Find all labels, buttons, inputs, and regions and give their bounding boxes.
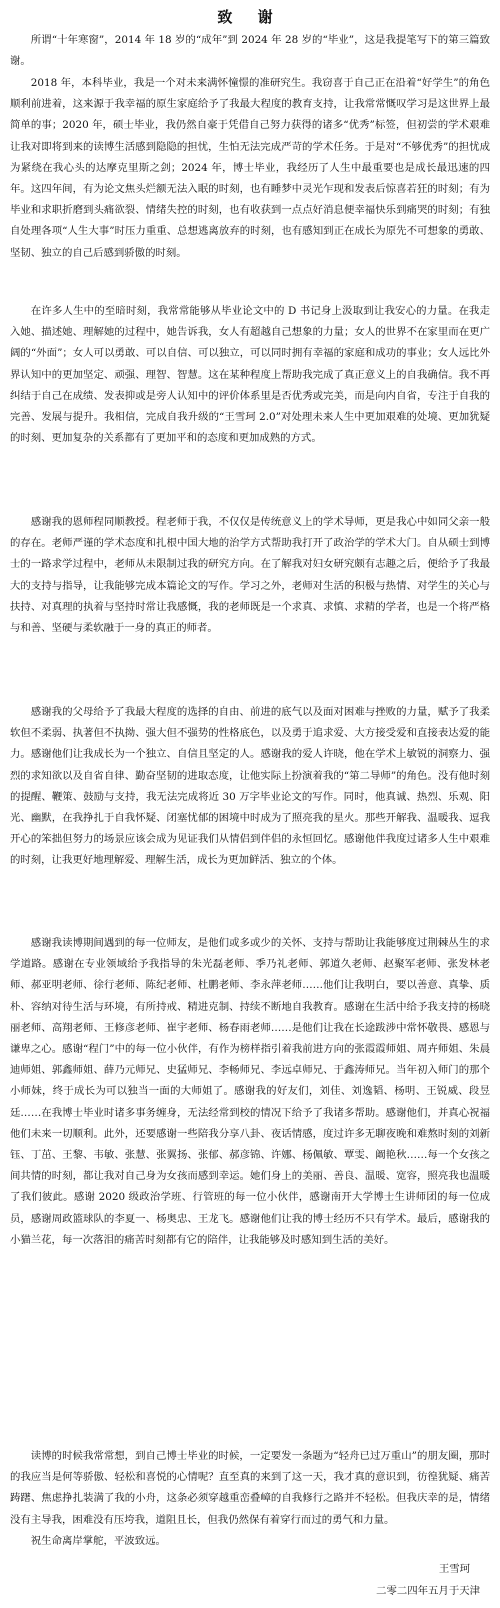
paragraph-3: 在许多人生中的至暗时刻，我常常能够从毕业论文中的 D 书记身上汲取到让我安心的力量。在我走入她、描述她、理解她的过程中，她告诉我，女人有超越自己想象的力量；女人的世界不在家里而在更广阔的“外面”；女人可以勇敢、可以自信、可以独立，可以同时拥有幸福的家庭和成功的事业；女人远比外界认知中的更加坚定、顽强、理智、智慧。这在某种程度上帮助我完成了真正意义上的自我确信。我不再纠结于自己在成绩、发表抑或是旁人认知中的评价体系里是否优秀或完美，而是向内自省，专注于自我的完善、发展与提升。我相信，完成自我升级的“王雪珂 2.0”对处理未来人生中更加艰难的处境、更加犹疑的时刻、更加复杂的关系都有了更加平和的态度和更加成熟的方式。 [10, 305, 490, 445]
paragraph-2: 2018 年，本科毕业，我是一个对未来满怀憧憬的准研究生。我窃喜于自己正在沿着“好学生”的角色顺利前进着，这来源于我幸福的原生家庭给予了我最大程度的教育支持，让我常常慨叹学习是这世界上最简单的事；2020 年，硕士毕业，我仍然自豪于凭借自己努力获得的诸多“优秀”标签，但初尝的学术艰难让我对即将到来的读博生活感到隐隐的担忧，生怕无法完成严苛的学术任务。于是对“不够优秀”的担忧成为紧绕在我心头的达摩克里斯之剑；2024 年，博士毕业，我经历了人生中最重要也是成长最迅速的四年。这四年间，有为论文焦头烂额无法入眠的时刻，也有睡梦中灵光乍现和发表后惊喜若狂的时刻；有为毕业和求职折磨到头痛欲裂、情绪失控的时刻，也有收获到一点点好消息便幸福快乐到痛哭的时刻；有独自处理各项“人生大事”时压力重重、总想逃离放弃的时刻，也有感知到正在成长为原先不可想象的勇敢、坚韧、独立的自己后感到骄傲的时刻。 [10, 77, 490, 259]
signature-date: 二零二四年五月于天津 [376, 1585, 480, 1597]
paragraph-1: 所谓“十年寒窗”，2014 年 18 岁的“成年”到 2024 年 28 岁的“毕业”，这是我提笔写下的第三篇致谢。 [10, 34, 490, 68]
paragraph-5: 感谢我的父母给予了我最大程度的选择的自由、前进的底气以及面对困难与挫败的力量，赋予了我柔软但不柔弱、执著但不执拗、强大但不强势的性格底色，以及勇于追求爱、大方接受爱和直接表达爱的能力。感谢他们让我成长为一个独立、自信且坚定的人。感谢我的爱人许晓，他在学术上敏锐的洞察力、强烈的求知欲以及自省自律、勤奋坚韧的进取态度，让他实际上扮演着我的“第二导师”的角色。没有他时刻的提醒、鞭策、鼓励与支持，我无法完成将近 30 万字毕业论文的写作。同时，他真诚、热烈、乐观、阳光、幽默，在我挣扎于自我怀疑、闭塞忧郁的困境中时成为了照亮我的星火。那些开解我、温暖我、逗我开心的笨拙但努力的场景应该会成为见证我们从情侣到伴侣的永恒回忆。感谢他伴我度过诸多人生中艰难的时刻，让我更好地理解爱、理解生活，成长为更加鲜活、独立的个体。 [10, 706, 490, 867]
signature-name: 王雪珂 [438, 1563, 470, 1575]
paragraph-4: 感谢我的恩师程同顺教授。程老师于我，不仅仅是传统意义上的学术导师，更是我心中如同父亲一般的存在。老师严谨的学术态度和扎根中国大地的治学方式帮助我打开了政治学的学术大门。自从硕士到博士的一路求学过程中，老师从未限制过我的研究方向。在了解我对妇女研究颇有志趣之后，便给予了我最大的支持与指导，让我能够完成本篇论文的写作。学习之外，老师对生活的积极与热情、对学生的关心与扶持、对真理的执着与坚持时常让我感慨，我的老师既是一个求真、求慎、求精的学者，也是一个将严格与和善、坚硬与柔软融于一身的真正的师者。 [10, 516, 490, 635]
page-title: 致 谢 [217, 8, 283, 26]
paragraph-6: 感谢我读博期间遇到的每一位师友，是他们或多或少的关怀、支持与帮助让我能够度过荆棘丛生的求学道路。感谢在专业领域给予我指导的朱光磊老师、季乃礼老师、郭道久老师、赵聚军老师、张发林老师、郝亚明老师、徐行老师、陈纪老师、杜鹏老师、李永萍老师……他们让我明白，要以善意、真挚、质朴、容纳对待生活与环境，有所持戒、精进克制、持续不断地自我教育。感谢在生活中给予我支持的杨晓丽老师、高翔老师、王修彦老师、崔宇老师、杨春雨老师……是他们让我在长途跋涉中常怀敬畏、感恩与谦卑之心。感谢“程门”中的每一位小伙伴，有作为榜样指引着我前进方向的张霞霞师姐、周卉师姐、朱晨迪师姐、郭鑫师姐、薛乃元师兄、史猛师兄、李畅师兄、李远卓师兄、于鑫涛师兄。当年初入师门的那个小师妹，终于成长为可以独当一面的大师姐了。感谢我的好友们，刘佳、刘逸韬、杨明、王锐威、段昱廷……在我博士毕业时诸多事务缠身，无法经常到校的情况下给予了我诸多帮助。感谢他们，并真心祝福他们未来一切顺利。此外，还要感谢一些陪我分享八卦、夜话情感，度过许多无聊夜晚和难熬时刻的刘新钰、丁茁、王黎、韦敏、张慧、张翼扬、张郁、郝彦锦、许娜、杨佩敏、覃雯、阚艳秋……每一个女孩之间共情的时刻，都让我对自己身为女孩而感到幸运。她们身上的美丽、善良、温暖、宽容，照亮我也温暖了我们彼此。感谢 2020 级政治学班、行管班的每一位小伙伴，感谢南开大学博士生讲师团的每一位成员，感谢周政篮球队的李夏一、杨奥忠、王龙飞。感谢他们让我的博士经历不只有学术。最后，感谢我的小猫兰花，每一次落泪的痛苦时刻都有它的陪伴，让我能够及时感知到生活的美好。 [10, 937, 490, 1246]
paragraph-8: 祝生命离岸掌舵，平波致远。 [30, 1535, 166, 1547]
paragraph-7: 读博的时候我常常想，到自己博士毕业的时候，一定要发一条题为“轻舟已过万重山”的朋友圈，那时的我应当是何等骄傲、轻松和喜悦的心情呢？直至真的来到了这一天，我才真的意识到，彷徨犹疑、痛苦踌躇、焦虑挣扎装满了我的小舟，这条必须穿越重峦叠嶂的自我修行之路并不轻松。但我庆幸的是，情绪没有主导我，困难没有压垮我，道阻且长，但我仍然保有着穿行而过的勇气和力量。 [10, 1450, 490, 1526]
